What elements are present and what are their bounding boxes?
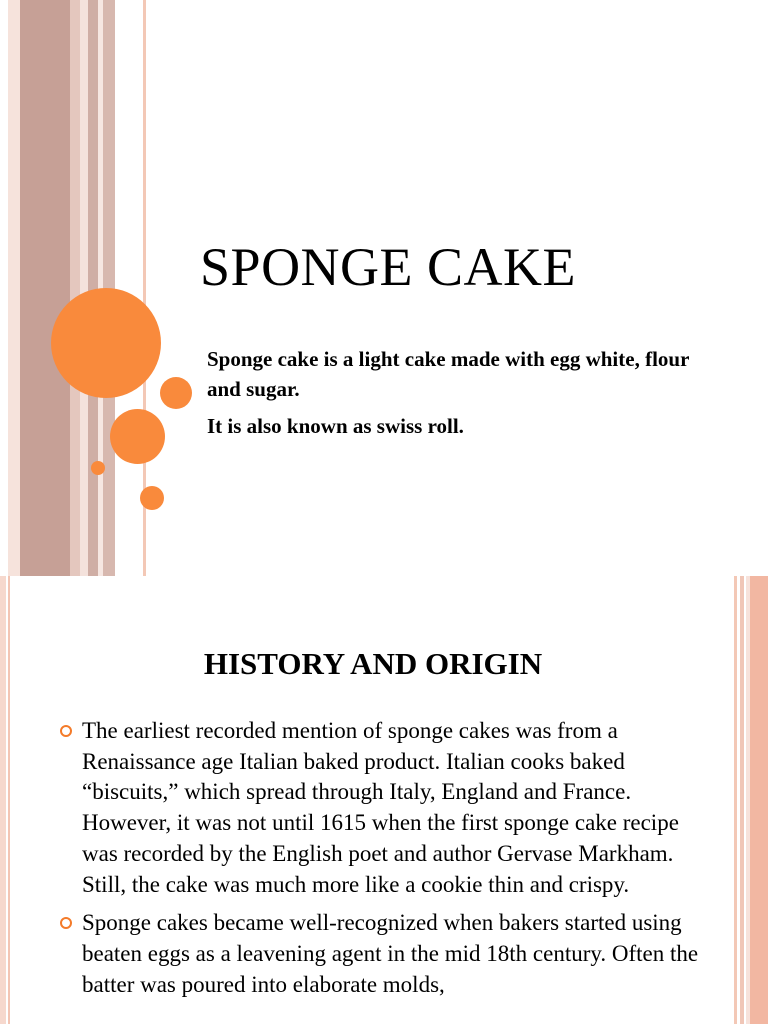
bullet-list — [60, 716, 710, 1008]
subtitle-line: It is also known as swiss roll. — [207, 414, 464, 438]
decor-stripe — [20, 0, 70, 576]
decor-stripe — [80, 0, 88, 576]
decor-stripe — [8, 576, 10, 1024]
decor-circle — [51, 288, 161, 398]
decor-stripe — [8, 0, 20, 576]
bullet-text: Sponge cakes became well-recognized when bakers started using beaten eggs as a leavening agent in the mid 18th century. Often the batter was poured into elaborate molds, — [82, 910, 699, 997]
decor-stripe — [0, 576, 6, 1024]
decor-stripe — [740, 576, 744, 1024]
decor-stripe — [750, 576, 768, 1024]
decor-circle — [110, 409, 165, 464]
subtitle-line: Sponge cake is a light cake made with egg white, flour and sugar. — [207, 347, 690, 401]
circle-bullet-icon — [60, 725, 72, 737]
decor-circle — [140, 486, 164, 510]
decor-circle — [160, 377, 192, 409]
decor-stripe — [734, 576, 737, 1024]
list-item — [60, 716, 710, 900]
slide-title-heading: SPONGE CAKE — [200, 237, 577, 297]
bullet-text: The earliest recorded mention of sponge cakes was from a Renaissance age Italian baked product. Italian cooks baked “biscuits,” which spread through Italy, England and France. However, it was not until 1615 when the first sponge cake recipe was recorded by the English poet and author Gervase Markham. Still, the cake was much more like a cookie thin and crispy. — [82, 718, 679, 897]
section-heading: HISTORY AND ORIGIN — [203, 646, 543, 681]
circle-bullet-icon — [60, 917, 72, 929]
slide-history — [0, 576, 768, 1024]
decor-circle — [91, 461, 105, 475]
decor-stripe — [70, 0, 80, 576]
list-item — [60, 908, 710, 1000]
